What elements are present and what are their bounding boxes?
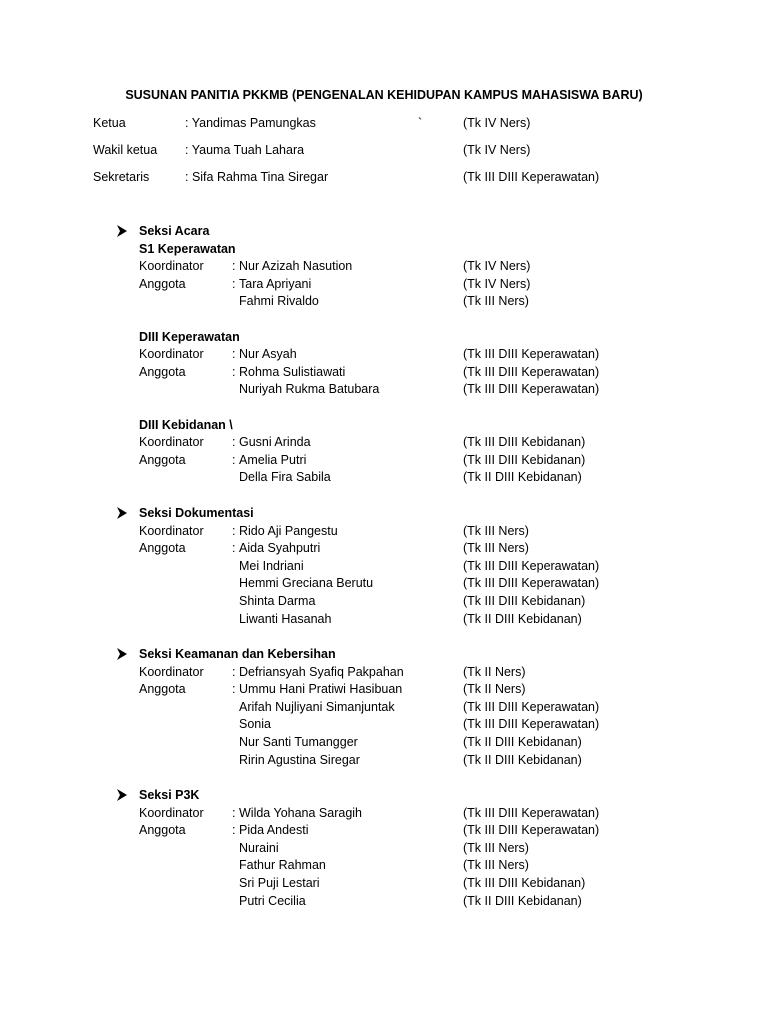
group-subtitle bbox=[0, 329, 768, 347]
section-title: Seksi Dokumentasi bbox=[139, 506, 254, 520]
member-name: Defriansyah Syafiq Pakpahan bbox=[239, 664, 404, 679]
member-colon: : bbox=[232, 452, 236, 467]
member-grade: (Tk III Ners) bbox=[463, 523, 529, 538]
member-name: Gusni Arinda bbox=[239, 435, 311, 450]
member-row bbox=[0, 276, 768, 294]
officer-label: Sekretaris bbox=[93, 170, 150, 184]
member-role: Koordinator bbox=[139, 664, 204, 679]
member-grade: (Tk II DIII Kebidanan) bbox=[463, 893, 582, 908]
group-subtitle bbox=[0, 417, 768, 435]
officer-label: Wakil ketua bbox=[93, 143, 158, 157]
officer-row-secretary bbox=[0, 169, 768, 187]
member-grade: (Tk III DIII Keperawatan) bbox=[463, 347, 600, 362]
officer-label: Ketua bbox=[93, 116, 126, 130]
member-grade: (Tk III DIII Keperawatan) bbox=[463, 576, 600, 591]
section-header bbox=[0, 646, 768, 664]
member-role: Koordinator bbox=[139, 805, 204, 820]
member-name: Hemmi Greciana Berutu bbox=[239, 576, 374, 591]
member-name: Nur Santi Tumangger bbox=[239, 734, 358, 749]
member-name: Della Fira Sabila bbox=[239, 470, 331, 485]
group-subtitle bbox=[0, 241, 768, 259]
member-name: Mei Indriani bbox=[239, 558, 304, 573]
member-grade: (Tk III DIII Keperawatan) bbox=[463, 823, 600, 838]
member-row bbox=[0, 593, 768, 611]
member-row bbox=[0, 893, 768, 911]
member-name: Ririn Agustina Siregar bbox=[239, 752, 360, 767]
member-name: Arifah Nujliyani Simanjuntak bbox=[239, 699, 395, 714]
member-colon: : bbox=[232, 364, 236, 379]
member-name: Fahmi Rivaldo bbox=[239, 294, 319, 309]
member-role: Anggota bbox=[139, 364, 186, 379]
member-row bbox=[0, 293, 768, 311]
member-grade: (Tk II Ners) bbox=[463, 682, 526, 697]
member-colon: : bbox=[232, 347, 236, 362]
member-name: Tara Apriyani bbox=[239, 276, 312, 291]
officer-grade: (Tk IV Ners) bbox=[463, 143, 531, 157]
officer-name: : Yandimas Pamungkas bbox=[185, 116, 316, 130]
member-grade: (Tk III DIII Keperawatan) bbox=[463, 364, 600, 379]
member-grade: (Tk III DIII Kebidanan) bbox=[463, 875, 586, 890]
member-row bbox=[0, 434, 768, 452]
member-name: Fathur Rahman bbox=[239, 858, 326, 873]
arrow-bullet-icon bbox=[116, 506, 128, 520]
member-grade: (Tk II DIII Kebidanan) bbox=[463, 611, 582, 626]
member-grade: (Tk III DIII Keperawatan) bbox=[463, 382, 600, 397]
member-colon: : bbox=[232, 664, 236, 679]
member-name: Amelia Putri bbox=[239, 452, 307, 467]
member-grade: (Tk IV Ners) bbox=[463, 276, 531, 291]
member-name: Nur Azizah Nasution bbox=[239, 259, 353, 274]
section-1 bbox=[0, 505, 768, 628]
member-grade: (Tk III DIII Kebidanan) bbox=[463, 452, 586, 467]
member-name: Sonia bbox=[239, 717, 271, 732]
section-0 bbox=[0, 223, 768, 487]
member-colon: : bbox=[232, 682, 236, 697]
member-name: Wilda Yohana Saragih bbox=[239, 805, 363, 820]
officer-row-vice-chair bbox=[0, 142, 768, 160]
section-header bbox=[0, 505, 768, 523]
section-2 bbox=[0, 646, 768, 769]
member-role: Koordinator bbox=[139, 259, 204, 274]
member-grade: (Tk II DIII Kebidanan) bbox=[463, 752, 582, 767]
member-role: Anggota bbox=[139, 452, 186, 467]
member-name: Rohma Sulistiawati bbox=[239, 364, 346, 379]
member-grade: (Tk III DIII Keperawatan) bbox=[463, 717, 600, 732]
member-row bbox=[0, 699, 768, 717]
officer-grade: (Tk IV Ners) bbox=[463, 116, 531, 130]
member-name: Ummu Hani Pratiwi Hasibuan bbox=[239, 682, 403, 697]
member-colon: : bbox=[232, 805, 236, 820]
member-name: Putri Cecilia bbox=[239, 893, 306, 908]
member-row bbox=[0, 523, 768, 541]
section-3 bbox=[0, 787, 768, 910]
member-grade: (Tk IV Ners) bbox=[463, 259, 531, 274]
member-grade: (Tk III Ners) bbox=[463, 840, 529, 855]
member-row bbox=[0, 452, 768, 470]
member-grade: (Tk III DIII Keperawatan) bbox=[463, 805, 600, 820]
member-name: Aida Syahputri bbox=[239, 541, 321, 556]
member-role: Anggota bbox=[139, 682, 186, 697]
member-row bbox=[0, 734, 768, 752]
member-name: Nuriyah Rukma Batubara bbox=[239, 382, 380, 397]
member-row bbox=[0, 752, 768, 770]
member-grade: (Tk III Ners) bbox=[463, 541, 529, 556]
group-subtitle-text: DIII Keperawatan bbox=[139, 329, 240, 344]
member-name: Nuraini bbox=[239, 840, 279, 855]
member-name: Pida Andesti bbox=[239, 823, 309, 838]
member-role: Anggota bbox=[139, 276, 186, 291]
officer-name: : Sifa Rahma Tina Siregar bbox=[185, 170, 329, 184]
officer-row-chair bbox=[0, 115, 768, 133]
member-row bbox=[0, 558, 768, 576]
member-grade: (Tk II DIII Kebidanan) bbox=[463, 470, 582, 485]
document-title: SUSUNAN PANITIA PKKMB (PENGENALAN KEHIDUPAN KAMPUS MAHASISWA BARU) bbox=[125, 88, 643, 102]
member-name: Rido Aji Pangestu bbox=[239, 523, 338, 538]
member-row bbox=[0, 258, 768, 276]
member-grade: (Tk II DIII Kebidanan) bbox=[463, 734, 582, 749]
member-row bbox=[0, 681, 768, 699]
officer-name: : Yauma Tuah Lahara bbox=[185, 143, 305, 157]
member-name: Liwanti Hasanah bbox=[239, 611, 332, 626]
member-role: Anggota bbox=[139, 823, 186, 838]
officer-grade: (Tk III DIII Keperawatan) bbox=[463, 170, 600, 184]
section-header bbox=[0, 223, 768, 241]
member-row bbox=[0, 381, 768, 399]
member-name: Nur Asyah bbox=[239, 347, 297, 362]
member-row bbox=[0, 664, 768, 682]
member-row bbox=[0, 346, 768, 364]
group-spacer bbox=[0, 311, 768, 329]
member-row bbox=[0, 822, 768, 840]
member-grade: (Tk III Ners) bbox=[463, 294, 529, 309]
member-row bbox=[0, 364, 768, 382]
member-row bbox=[0, 611, 768, 629]
section-header bbox=[0, 787, 768, 805]
member-name: Shinta Darma bbox=[239, 593, 316, 608]
member-row bbox=[0, 469, 768, 487]
member-grade: (Tk III DIII Keperawatan) bbox=[463, 558, 600, 573]
member-colon: : bbox=[232, 823, 236, 838]
member-row bbox=[0, 716, 768, 734]
member-row bbox=[0, 575, 768, 593]
group-subtitle-text: DIII Kebidanan \ bbox=[139, 417, 233, 432]
member-grade: (Tk III DIII Kebidanan) bbox=[463, 593, 586, 608]
member-grade: (Tk III DIII Keperawatan) bbox=[463, 699, 600, 714]
member-row bbox=[0, 805, 768, 823]
member-colon: : bbox=[232, 276, 236, 291]
member-role: Koordinator bbox=[139, 523, 204, 538]
member-colon: : bbox=[232, 541, 236, 556]
arrow-bullet-icon bbox=[116, 224, 128, 238]
member-role: Koordinator bbox=[139, 347, 204, 362]
arrow-bullet-icon bbox=[116, 788, 128, 802]
section-title: Seksi P3K bbox=[139, 788, 200, 802]
section-title: Seksi Acara bbox=[139, 224, 210, 238]
member-row bbox=[0, 840, 768, 858]
member-row bbox=[0, 540, 768, 558]
stray-mark: ` bbox=[418, 116, 423, 130]
arrow-bullet-icon bbox=[116, 647, 128, 661]
section-title: Seksi Keamanan dan Kebersihan bbox=[139, 647, 336, 661]
member-grade: (Tk III DIII Kebidanan) bbox=[463, 435, 586, 450]
member-colon: : bbox=[232, 259, 236, 274]
group-subtitle-text: S1 Keperawatan bbox=[139, 241, 236, 256]
member-grade: (Tk III Ners) bbox=[463, 858, 529, 873]
member-role: Koordinator bbox=[139, 435, 204, 450]
member-name: Sri Puji Lestari bbox=[239, 875, 320, 890]
member-row bbox=[0, 857, 768, 875]
member-row bbox=[0, 875, 768, 893]
member-role: Anggota bbox=[139, 541, 186, 556]
member-grade: (Tk II Ners) bbox=[463, 664, 526, 679]
member-colon: : bbox=[232, 523, 236, 538]
member-colon: : bbox=[232, 435, 236, 450]
group-spacer bbox=[0, 399, 768, 417]
